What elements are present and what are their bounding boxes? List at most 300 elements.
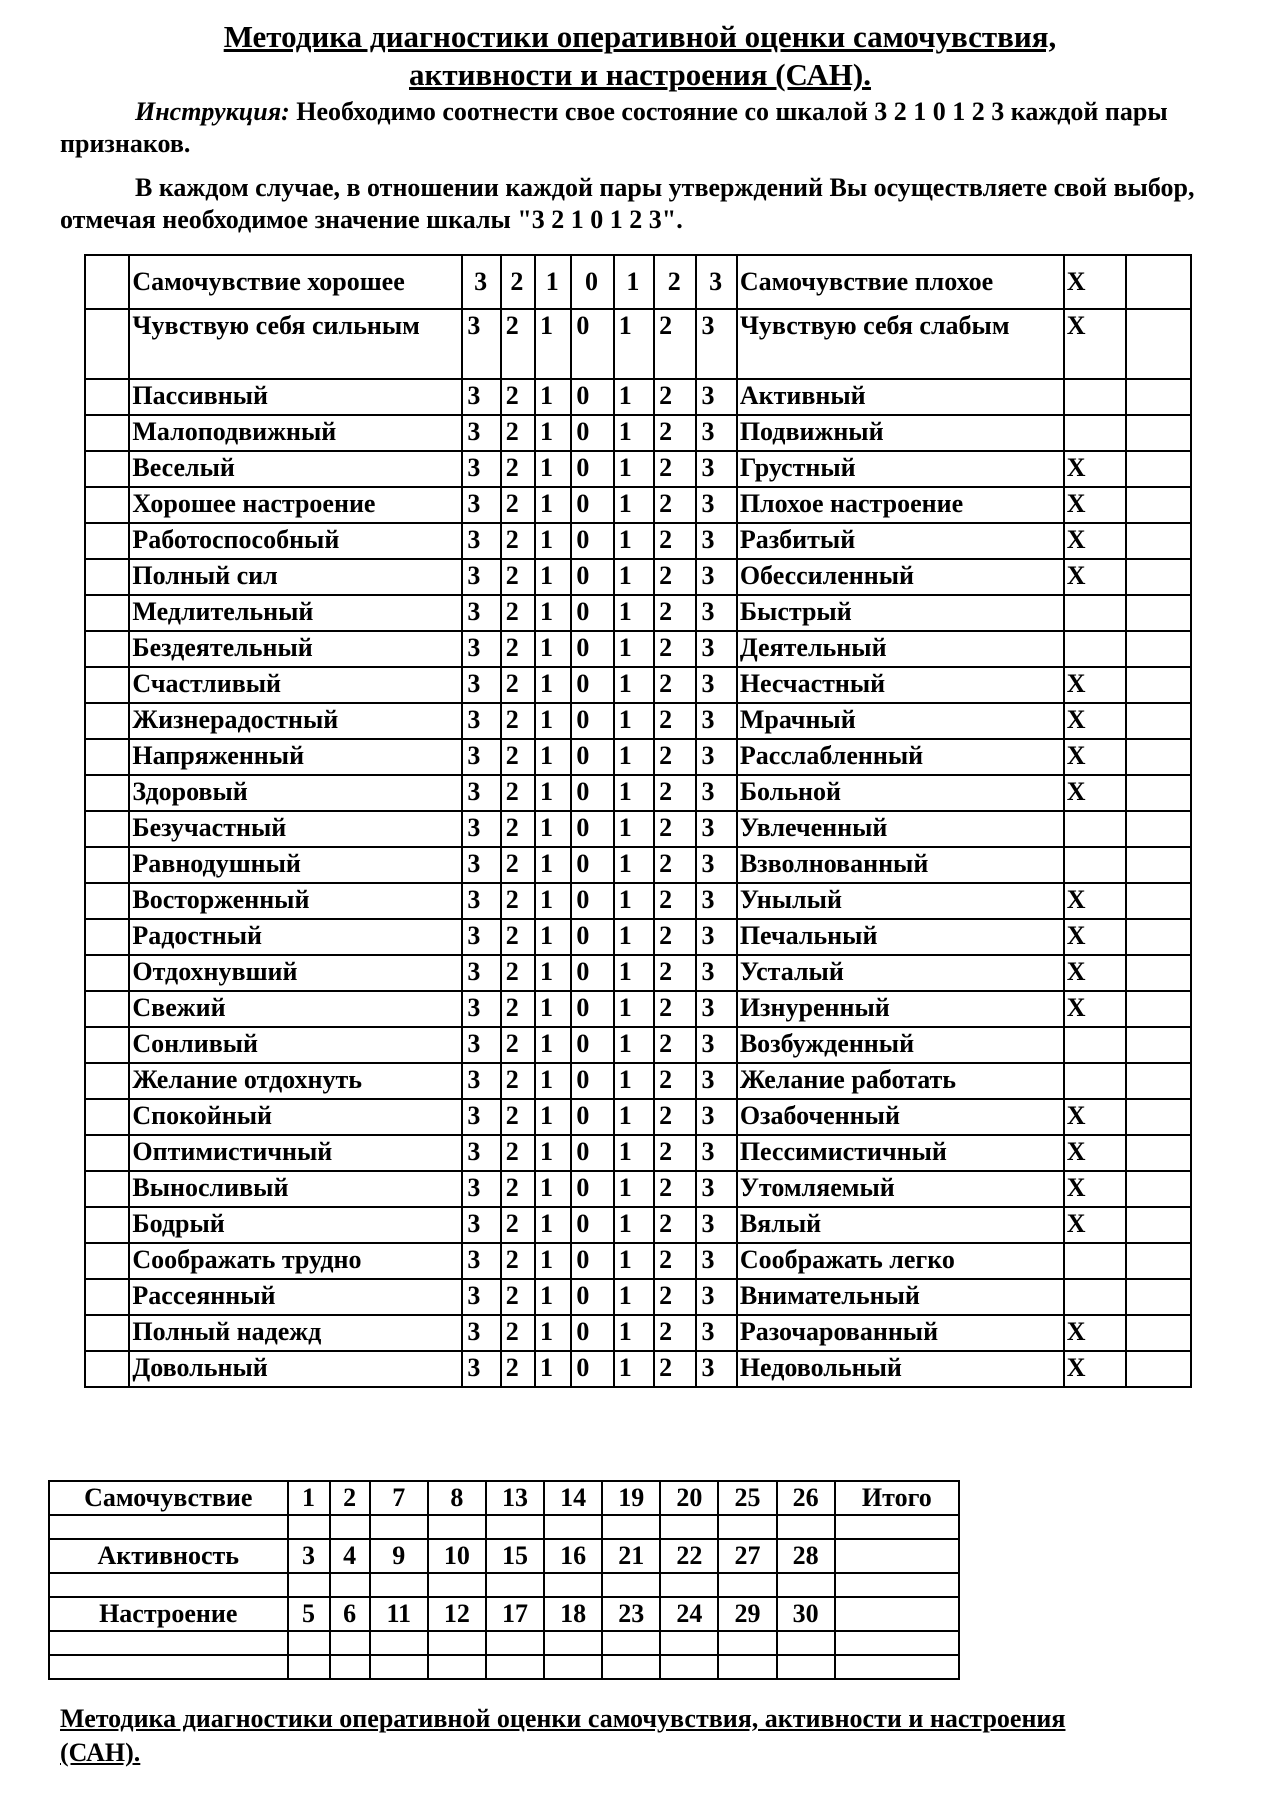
scale-value: 2 (654, 847, 696, 883)
scale-value: 3 (696, 1027, 736, 1063)
right-attribute: Вялый (737, 1207, 1064, 1243)
scale-value: 0 (571, 847, 613, 883)
score-item-number: 17 (486, 1597, 544, 1631)
empty-cell (1126, 847, 1191, 883)
scale-value: 1 (535, 775, 571, 811)
scale-value: 2 (501, 1351, 535, 1387)
empty-cell (1126, 1243, 1191, 1279)
right-attribute: Озабоченный (737, 1099, 1064, 1135)
scale-value: 3 (462, 415, 500, 451)
scale-value: 2 (654, 631, 696, 667)
row-index-cell (85, 451, 129, 487)
scale-value: 2 (501, 1099, 535, 1135)
score-item-number: 18 (544, 1597, 602, 1631)
right-attribute: Больной (737, 775, 1064, 811)
empty-cell (1126, 255, 1191, 309)
scale-value: 3 (462, 255, 500, 309)
pair-row (85, 955, 1191, 991)
blank-cell (718, 1655, 776, 1679)
scale-value: 2 (501, 667, 535, 703)
blank-cell (835, 1573, 959, 1597)
scale-value: 3 (696, 523, 736, 559)
blank-cell (370, 1655, 428, 1679)
pair-row (85, 631, 1191, 667)
right-attribute: Разочарованный (737, 1315, 1064, 1351)
score-blank-row (49, 1515, 959, 1539)
scale-value: 3 (462, 523, 500, 559)
row-index-cell (85, 1063, 129, 1099)
scale-value: 1 (535, 451, 571, 487)
selection-mark: X (1064, 775, 1127, 811)
blank-cell (835, 1655, 959, 1679)
scale-value: 3 (696, 703, 736, 739)
scale-value: 3 (462, 1243, 500, 1279)
scale-value: 2 (501, 1027, 535, 1063)
score-item-number: 30 (777, 1597, 835, 1631)
left-attribute: Счастливый (129, 667, 462, 703)
scale-value: 0 (571, 955, 613, 991)
right-attribute: Увлеченный (737, 811, 1064, 847)
left-attribute: Пассивный (129, 379, 462, 415)
scale-value: 1 (614, 1279, 654, 1315)
blank-cell (428, 1573, 486, 1597)
scale-value: 1 (614, 991, 654, 1027)
instruction-text: Необходимо соотнести свое состояние со шкалой 3 2 1 0 1 2 3 каждой пары признаков. (60, 97, 1168, 158)
scale-value: 2 (654, 379, 696, 415)
row-index-cell (85, 487, 129, 523)
title-line-2: активности и настроения (САН). (409, 57, 871, 92)
selection-mark (1064, 1243, 1127, 1279)
scale-value: 0 (571, 1135, 613, 1171)
instruction-paragraph-2 (60, 172, 1220, 236)
right-attribute: Пессимистичный (737, 1135, 1064, 1171)
selection-mark: X (1064, 883, 1127, 919)
empty-cell (1126, 595, 1191, 631)
left-attribute: Равнодушный (129, 847, 462, 883)
scale-value: 2 (501, 847, 535, 883)
scale-value: 3 (696, 595, 736, 631)
empty-cell (1126, 487, 1191, 523)
selection-mark (1064, 1063, 1127, 1099)
scale-value: 2 (654, 919, 696, 955)
empty-cell (1126, 379, 1191, 415)
score-item-number: 29 (718, 1597, 776, 1631)
scale-value: 2 (654, 1171, 696, 1207)
scale-value: 3 (462, 883, 500, 919)
blank-cell (544, 1631, 602, 1655)
scale-value: 2 (654, 487, 696, 523)
blank-cell (49, 1573, 288, 1597)
empty-cell (1126, 1135, 1191, 1171)
scale-value: 3 (696, 1099, 736, 1135)
score-item-number: 4 (330, 1539, 370, 1573)
pair-row (85, 883, 1191, 919)
scale-value: 2 (654, 595, 696, 631)
row-index-cell (85, 255, 129, 309)
right-attribute: Утомляемый (737, 1171, 1064, 1207)
scale-value: 2 (654, 309, 696, 379)
scale-value: 1 (614, 883, 654, 919)
scale-value: 1 (614, 703, 654, 739)
blank-cell (660, 1655, 718, 1679)
scale-value: 0 (571, 1279, 613, 1315)
scale-value: 0 (571, 1099, 613, 1135)
scale-value: 3 (696, 1171, 736, 1207)
scale-value: 2 (654, 1351, 696, 1387)
scale-value: 2 (501, 739, 535, 775)
instruction-text-2: В каждом случае, в отношении каждой пары утверждений Вы осуществляете свой выбор, отмечая необходимое значение шкалы "3 2 1 0 1 2 3". (60, 173, 1195, 234)
scale-value: 3 (462, 703, 500, 739)
scale-value: 1 (535, 415, 571, 451)
left-attribute: Безучастный (129, 811, 462, 847)
right-attribute: Соображать легко (737, 1243, 1064, 1279)
row-index-cell (85, 991, 129, 1027)
pair-row (85, 847, 1191, 883)
scale-value: 2 (501, 255, 535, 309)
scale-value: 0 (571, 523, 613, 559)
row-index-cell (85, 595, 129, 631)
scale-value: 1 (535, 1243, 571, 1279)
scale-value: 2 (501, 309, 535, 379)
scale-value: 2 (501, 487, 535, 523)
scale-value: 0 (571, 451, 613, 487)
right-attribute: Желание работать (737, 1063, 1064, 1099)
blank-cell (370, 1573, 428, 1597)
blank-cell (835, 1631, 959, 1655)
scale-value: 1 (614, 847, 654, 883)
row-index-cell (85, 739, 129, 775)
scale-value: 3 (696, 1315, 736, 1351)
scale-value: 1 (535, 1171, 571, 1207)
left-attribute: Полный сил (129, 559, 462, 595)
row-index-cell (85, 1099, 129, 1135)
scale-value: 1 (614, 1063, 654, 1099)
left-attribute: Бодрый (129, 1207, 462, 1243)
scale-value: 2 (654, 1063, 696, 1099)
scale-value: 3 (462, 1279, 500, 1315)
score-item-number: 25 (718, 1481, 776, 1515)
selection-mark (1064, 811, 1127, 847)
blank-cell (428, 1631, 486, 1655)
row-index-cell (85, 667, 129, 703)
pair-row (85, 739, 1191, 775)
blank-cell (288, 1631, 330, 1655)
empty-cell (1126, 775, 1191, 811)
scale-value: 3 (462, 811, 500, 847)
scale-value: 3 (696, 1135, 736, 1171)
selection-mark (1064, 379, 1127, 415)
score-category-label: Самочувствие (49, 1481, 288, 1515)
scale-value: 0 (571, 415, 613, 451)
scale-value: 0 (571, 739, 613, 775)
empty-cell (1126, 811, 1191, 847)
scale-value: 3 (696, 1063, 736, 1099)
row-index-cell (85, 1207, 129, 1243)
selection-mark: X (1064, 451, 1127, 487)
scale-value: 1 (614, 631, 654, 667)
scale-value: 3 (462, 1063, 500, 1099)
scale-value: 3 (462, 1315, 500, 1351)
scale-value: 2 (501, 703, 535, 739)
scale-value: 3 (696, 1351, 736, 1387)
selection-mark (1064, 1027, 1127, 1063)
scale-value: 1 (614, 811, 654, 847)
blank-cell (330, 1515, 370, 1539)
pair-row (85, 523, 1191, 559)
scale-value: 1 (535, 559, 571, 595)
score-item-number: 11 (370, 1597, 428, 1631)
row-index-cell (85, 1279, 129, 1315)
row-index-cell (85, 1351, 129, 1387)
scale-value: 1 (614, 775, 654, 811)
score-total-cell: Итого (835, 1481, 959, 1515)
scale-value: 3 (696, 775, 736, 811)
score-item-number: 19 (602, 1481, 660, 1515)
scale-value: 1 (535, 919, 571, 955)
scale-value: 3 (462, 1351, 500, 1387)
scale-value: 2 (654, 1135, 696, 1171)
scale-value: 1 (614, 595, 654, 631)
scale-value: 2 (501, 919, 535, 955)
selection-mark: X (1064, 1099, 1127, 1135)
score-blank-row (49, 1655, 959, 1679)
scale-value: 2 (501, 1135, 535, 1171)
scale-value: 2 (654, 811, 696, 847)
left-attribute: Самочувствие хорошее (129, 255, 462, 309)
scale-value: 1 (614, 255, 654, 309)
empty-cell (1126, 523, 1191, 559)
left-attribute: Отдохнувший (129, 955, 462, 991)
right-attribute: Внимательный (737, 1279, 1064, 1315)
scale-value: 3 (696, 559, 736, 595)
scale-value: 1 (535, 1063, 571, 1099)
scale-value: 0 (571, 559, 613, 595)
scale-value: 1 (614, 523, 654, 559)
selection-mark: X (1064, 1135, 1127, 1171)
empty-cell (1126, 1171, 1191, 1207)
scale-value: 3 (462, 379, 500, 415)
right-attribute: Расслабленный (737, 739, 1064, 775)
scale-value: 3 (696, 631, 736, 667)
page-title (60, 18, 1220, 94)
row-index-cell (85, 631, 129, 667)
scale-value: 1 (535, 631, 571, 667)
score-blank-row (49, 1573, 959, 1597)
scale-value: 0 (571, 379, 613, 415)
scale-value: 3 (462, 309, 500, 379)
score-row (49, 1539, 959, 1573)
score-item-number: 8 (428, 1481, 486, 1515)
right-attribute: Грустный (737, 451, 1064, 487)
empty-cell (1126, 883, 1191, 919)
pair-row (85, 775, 1191, 811)
scale-value: 2 (501, 1315, 535, 1351)
blank-cell (777, 1515, 835, 1539)
scale-value: 1 (535, 811, 571, 847)
scale-value: 3 (462, 919, 500, 955)
blank-cell (486, 1631, 544, 1655)
row-index-cell (85, 1243, 129, 1279)
empty-cell (1126, 1315, 1191, 1351)
left-attribute: Хорошее настроение (129, 487, 462, 523)
row-index-cell (85, 1315, 129, 1351)
scale-value: 2 (654, 1279, 696, 1315)
pair-row (85, 1027, 1191, 1063)
right-attribute: Обессиленный (737, 559, 1064, 595)
scale-value: 1 (535, 703, 571, 739)
empty-cell (1126, 1027, 1191, 1063)
scale-value: 1 (614, 487, 654, 523)
scale-value: 3 (696, 379, 736, 415)
row-index-cell (85, 919, 129, 955)
pair-row (85, 415, 1191, 451)
blank-cell (428, 1515, 486, 1539)
scale-value: 0 (571, 255, 613, 309)
scale-value: 0 (571, 1207, 613, 1243)
scale-value: 3 (462, 1027, 500, 1063)
scale-value: 0 (571, 1243, 613, 1279)
blank-cell (49, 1655, 288, 1679)
scale-value: 3 (462, 487, 500, 523)
right-attribute: Возбужденный (737, 1027, 1064, 1063)
scale-value: 2 (501, 883, 535, 919)
row-index-cell (85, 811, 129, 847)
scale-value: 1 (535, 847, 571, 883)
scale-value: 1 (614, 1207, 654, 1243)
scale-value: 3 (696, 883, 736, 919)
pair-row (85, 379, 1191, 415)
scale-value: 0 (571, 1315, 613, 1351)
empty-cell (1126, 1279, 1191, 1315)
left-attribute: Напряженный (129, 739, 462, 775)
blank-cell (718, 1515, 776, 1539)
pair-row (85, 919, 1191, 955)
row-index-cell (85, 309, 129, 379)
right-attribute: Подвижный (737, 415, 1064, 451)
left-attribute: Здоровый (129, 775, 462, 811)
right-attribute: Чувствую себя слабым (737, 309, 1064, 379)
scale-value: 3 (462, 1099, 500, 1135)
blank-cell (288, 1655, 330, 1679)
scale-value: 2 (654, 415, 696, 451)
score-item-number: 21 (602, 1539, 660, 1573)
selection-mark: X (1064, 1171, 1127, 1207)
scale-value: 1 (535, 379, 571, 415)
left-attribute: Желание отдохнуть (129, 1063, 462, 1099)
score-item-number: 15 (486, 1539, 544, 1573)
selection-mark (1064, 847, 1127, 883)
scale-value: 1 (535, 487, 571, 523)
selection-mark (1064, 1279, 1127, 1315)
scale-value: 1 (614, 739, 654, 775)
scale-value: 3 (696, 955, 736, 991)
empty-cell (1126, 1351, 1191, 1387)
left-attribute: Рассеянный (129, 1279, 462, 1315)
selection-mark: X (1064, 523, 1127, 559)
left-attribute: Чувствую себя сильным (129, 309, 462, 379)
right-attribute: Недовольный (737, 1351, 1064, 1387)
blank-cell (718, 1631, 776, 1655)
blank-cell (370, 1631, 428, 1655)
empty-cell (1126, 703, 1191, 739)
blank-cell (486, 1573, 544, 1597)
scale-value: 2 (501, 955, 535, 991)
selection-mark: X (1064, 255, 1127, 309)
empty-cell (1126, 451, 1191, 487)
right-attribute: Самочувствие плохое (737, 255, 1064, 309)
scale-value: 0 (571, 1171, 613, 1207)
row-index-cell (85, 1027, 129, 1063)
scale-value: 2 (501, 523, 535, 559)
pair-row (85, 487, 1191, 523)
blank-cell (602, 1573, 660, 1597)
pair-row (85, 1063, 1191, 1099)
score-total-cell (835, 1597, 959, 1631)
pair-row (85, 451, 1191, 487)
scale-value: 1 (614, 1243, 654, 1279)
scale-value: 1 (614, 955, 654, 991)
score-item-number: 24 (660, 1597, 718, 1631)
footer-title: Методика диагностики оперативной оценки самочувствия, активности и настроения (САН). (60, 1704, 1066, 1767)
pair-row (85, 703, 1191, 739)
pair-row (85, 595, 1191, 631)
right-attribute: Плохое настроение (737, 487, 1064, 523)
scale-value: 2 (501, 631, 535, 667)
right-attribute: Несчастный (737, 667, 1064, 703)
pair-row (85, 309, 1191, 379)
scale-value: 0 (571, 811, 613, 847)
scale-value: 0 (571, 667, 613, 703)
scale-value: 0 (571, 631, 613, 667)
scale-value: 1 (535, 1135, 571, 1171)
pair-row (85, 991, 1191, 1027)
score-item-number: 10 (428, 1539, 486, 1573)
scale-value: 3 (696, 919, 736, 955)
score-item-number: 28 (777, 1539, 835, 1573)
selection-mark: X (1064, 1207, 1127, 1243)
scale-value: 1 (535, 1207, 571, 1243)
empty-cell (1126, 415, 1191, 451)
scale-value: 2 (501, 1207, 535, 1243)
scale-value: 1 (535, 1315, 571, 1351)
score-category-label: Настроение (49, 1597, 288, 1631)
scale-value: 1 (614, 451, 654, 487)
right-attribute: Изнуренный (737, 991, 1064, 1027)
scale-value: 1 (614, 415, 654, 451)
scale-value: 2 (654, 1027, 696, 1063)
scale-value: 3 (462, 991, 500, 1027)
blank-cell (486, 1515, 544, 1539)
scale-value: 1 (535, 991, 571, 1027)
row-index-cell (85, 775, 129, 811)
selection-mark: X (1064, 919, 1127, 955)
scale-value: 2 (654, 703, 696, 739)
scale-value: 2 (654, 883, 696, 919)
scale-value: 1 (614, 1099, 654, 1135)
blank-cell (544, 1573, 602, 1597)
scale-value: 3 (462, 451, 500, 487)
scale-value: 3 (462, 1207, 500, 1243)
scale-value: 2 (501, 451, 535, 487)
right-attribute: Взволнованный (737, 847, 1064, 883)
blank-cell (486, 1655, 544, 1679)
selection-mark: X (1064, 739, 1127, 775)
scale-value: 3 (696, 811, 736, 847)
scale-value: 2 (501, 775, 535, 811)
left-attribute: Веселый (129, 451, 462, 487)
scale-value: 2 (501, 1243, 535, 1279)
selection-mark: X (1064, 955, 1127, 991)
